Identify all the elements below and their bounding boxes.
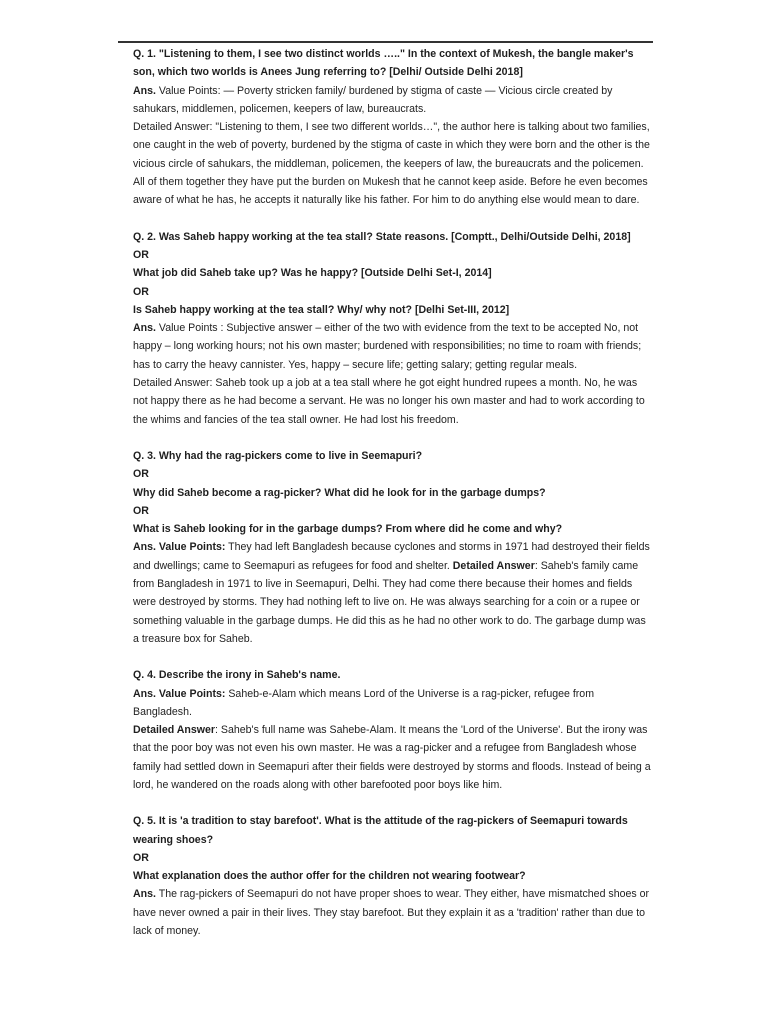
answer-text: The rag-pickers of Seemapuri do not have proper shoes to wear. They either, have mismatched shoes or have never owned a pair in their lives. They stay barefoot. But they explain it as a 'tradition' rather than due to lack of money.	[133, 888, 650, 938]
answer-label: Ans. Value Points:	[133, 687, 226, 700]
answer-4-value-points	[133, 685, 653, 722]
value-points-text: Value Points: — Poverty stricken family/ burdened by stigma of caste — Vicious circle created by sahukars, middlemen, policemen, keepers of law, bureaucrats.	[133, 84, 613, 115]
detailed-answer-label: Detailed Answer	[133, 724, 216, 737]
or-separator: OR	[133, 851, 149, 864]
question-3-text: Q. 3. Why had the rag-pickers come to live in Seemapuri?	[133, 449, 423, 462]
question-block-2	[133, 228, 653, 429]
answer-label: Ans.	[133, 322, 156, 335]
detailed-answer-text: : Saheb's family came from Bangladesh in 1971 to live in Seemapuri, Delhi. They had come there because their homes and fields were destroyed by storms. They had nothing left to live on. He was always searching for a coin or a rupee or something valuable in the garbage dumps. He did this as he had no other work to do. The garbage dump was a treasure box for Saheb.	[133, 559, 646, 645]
question-block-5	[133, 812, 653, 940]
or-separator: OR	[133, 468, 149, 481]
or-separator: OR	[133, 285, 149, 298]
answer-1-value-points	[133, 82, 653, 119]
answer-2-detailed: Detailed Answer: Saheb took up a job at a tea stall where he got eight hundred rupees a month. No, he was not happy there as he had become a servant. He was no longer his own master and had to work according to the whims and fancies of the tea stall owner. He had lost his freedom.	[133, 377, 645, 426]
detailed-answer-label: Detailed Answer	[452, 559, 535, 572]
question-block-3	[133, 447, 653, 648]
question-2-alt-1: What job did Saheb take up? Was he happy? [Outside Delhi Set-I, 2014]	[133, 267, 492, 280]
answer-label: Ans.	[133, 888, 156, 901]
detailed-answer-text: : Saheb's full name was Sahebe-Alam. It means the 'Lord of the Universe'. But the irony was that the poor boy was not even his own master. He was a rag-picker and a refugee from Bangladesh whose family had settled down in Seemapuri after their fields were destroyed by storms and floods. Instead of being a lord, he wandered on the roads along with other barefooted poor boys like him.	[133, 724, 651, 791]
question-3-alt-1: Why did Saheb become a rag-picker? What did he look for in the garbage dumps?	[133, 486, 546, 499]
value-points-text: Value Points : Subjective answer – either of the two with evidence from the text to be accepted No, not happy – long working hours; not his own master; burdened with responsibilities; no time to roam with friends; has to carry the heavy cannister. Yes, happy – secure life; getting salary; getting regular meals.	[133, 322, 642, 371]
qa-content	[133, 45, 653, 940]
or-separator: OR	[133, 248, 149, 261]
question-3-alt-2: What is Saheb looking for in the garbage dumps? From where did he come and why?	[133, 523, 563, 536]
answer-2-value-points	[133, 319, 653, 374]
question-4-text: Q. 4. Describe the irony in Saheb's name.	[133, 669, 341, 682]
answer-label: Ans. Value Points:	[133, 541, 226, 554]
question-block-4	[133, 666, 653, 794]
top-divider	[118, 41, 653, 43]
question-1-text: Q. 1. "Listening to them, I see two distinct worlds ….." In the context of Mukesh, the bangle maker's son, which two worlds is Anees Jung referring to? [Delhi/ Outside Delhi 2018]	[133, 48, 634, 79]
answer-5	[133, 885, 653, 940]
answer-label: Ans.	[133, 84, 156, 97]
question-5-text: Q. 5. It is 'a tradition to stay barefoot'. What is the attitude of the rag-pickers of Seemapuri towards wearing shoes?	[133, 815, 628, 846]
question-2-alt-2: Is Saheb happy working at the tea stall? Why/ why not? [Delhi Set-III, 2012]	[133, 303, 510, 316]
answer-3	[133, 538, 653, 648]
question-2-text: Q. 2. Was Saheb happy working at the tea stall? State reasons. [Comptt., Delhi/Outside Delhi, 2018]	[133, 230, 631, 243]
answer-4-detailed	[133, 721, 653, 794]
question-block-1	[133, 45, 653, 210]
question-5-alt-1: What explanation does the author offer for the children not wearing footwear?	[133, 870, 526, 883]
or-separator: OR	[133, 504, 149, 517]
answer-1-detailed: Detailed Answer: "Listening to them, I see two different worlds…", the author here is talking about two families, one caught in the web of poverty, burdened by the stigma of caste in which they were born and the other is the vicious circle of sahukars, the middleman, policemen, the keepers of law, the bureaucrats and the policemen. All of them together they have put the burden on Mukesh that he cannot keep aside. Before he even becomes aware of what he has, he accepts it naturally like his father. For him to do anything else would mean to dare.	[133, 121, 650, 207]
value-points-text: Saheb-e-Alam which means Lord of the Universe is a rag-picker, refugee from Bangladesh.	[133, 687, 595, 718]
value-points-text: They had left Bangladesh because cyclones and storms in 1971 had destroyed their fields and dwellings; came to Seemapuri as refugees for food and shelter.	[133, 541, 650, 572]
